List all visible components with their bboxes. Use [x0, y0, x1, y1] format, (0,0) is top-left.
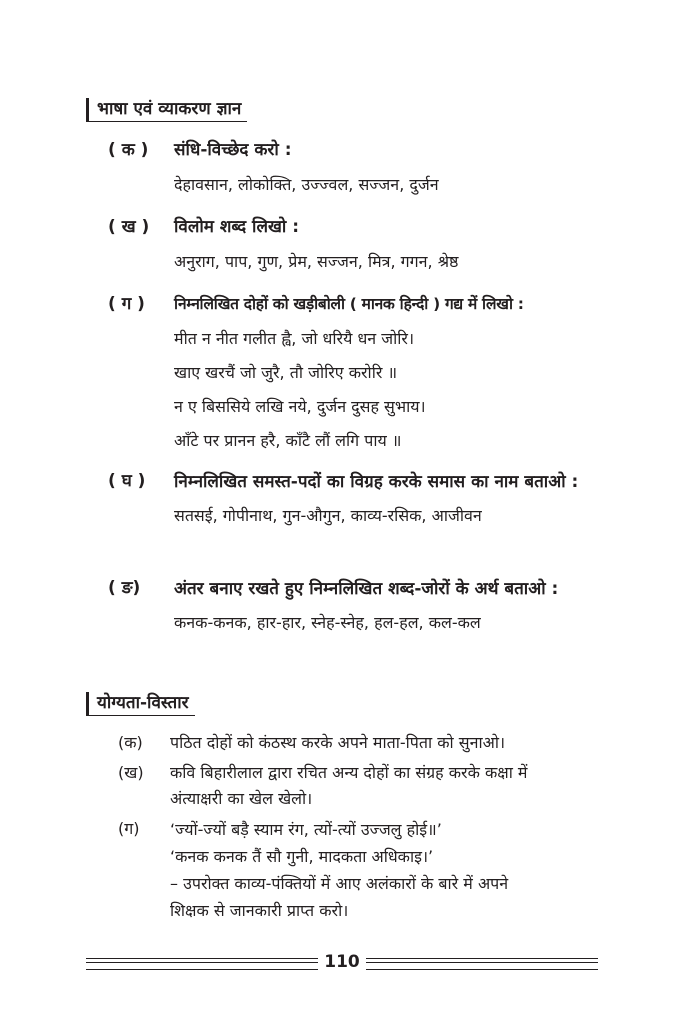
extension-item-kha: [118, 760, 618, 812]
item-line: अंत्याक्षरी का खेल खेलो।: [170, 789, 313, 808]
question-line: देहावसान, लोकोक्ति, उज्ज्वल, सज्जन, दुर्जन: [174, 175, 439, 194]
item-label: (क): [118, 733, 143, 752]
couplet-line: मीत न नीत गलीत ह्वै, जो धरियै धन जोरि।: [174, 329, 415, 348]
extension-item-ga: [118, 816, 618, 924]
question-title: अंतर बनाए रखते हुए निम्नलिखित शब्द-जोरों के अर्थ बताओ :: [174, 579, 559, 599]
section-heading-extension: योग्यता-विस्तार: [86, 692, 195, 716]
question-nga: [108, 574, 608, 637]
question-ga: [108, 290, 608, 458]
item-line: शिक्षक से जानकारी प्राप्त करो।: [170, 901, 349, 920]
item-line: – उपरोक्त काव्य-पंक्तियों में आए अलंकारों के बारे में अपने: [170, 874, 509, 893]
couplet-line: न ए बिससिये लखि नये, दुर्जन दुसह सुभाय।: [174, 397, 426, 416]
question-line: अनुराग, पाप, गुण, प्रेम, सज्जन, मित्र, गगन, श्रेष्ठ: [174, 252, 459, 271]
question-title: संधि-विच्छेद करो :: [174, 140, 292, 160]
page-number: 110: [324, 952, 360, 972]
footer-rule-left: [86, 958, 318, 970]
question-line: कनक-कनक, हार-हार, स्नेह-स्नेह, हल-हल, कल-कल: [174, 613, 481, 632]
question-label: ( घ ): [108, 471, 146, 491]
couplet-line: खाए खरचैं जो जुरै, तौ जोरिए करोरि ॥: [174, 363, 398, 382]
question-label: ( ग ): [108, 294, 145, 314]
item-line: ‘कनक कनक तैं सौ गुनी, मादकता अधिकाइ।’: [170, 847, 434, 866]
question-label: ( क ): [108, 140, 149, 160]
item-line: पठित दोहों को कंठस्थ करके अपने माता-पिता को सुनाओ।: [170, 733, 506, 752]
item-line: ‘ज्यों-ज्यों बड़ै स्याम रंग, त्यों-त्यों उज्जलु होई॥’: [170, 820, 442, 839]
item-label: (ख): [118, 763, 144, 782]
couplet-line: आँटे पर प्रानन हरै, काँटै लौं लगि पाय ॥: [174, 431, 402, 450]
section-heading-grammar: भाषा एवं व्याकरण ज्ञान: [86, 98, 247, 122]
question-kha: [108, 213, 608, 276]
question-label: ( ख ): [108, 217, 150, 237]
footer-rule-right: [366, 958, 598, 970]
question-ka: [108, 136, 608, 199]
question-gha: [108, 467, 608, 530]
extension-item-ka: [118, 730, 618, 756]
question-title: निम्नलिखित समस्त-पदों का विग्रह करके समास का नाम बताओ :: [174, 472, 579, 492]
question-title: निम्नलिखित दोहों को खड़ीबोली ( मानक हिन्दी ) गद्य में लिखो :: [174, 295, 524, 313]
question-line: सतसई, गोपीनाथ, गुन-औगुन, काव्य-रसिक, आजीवन: [174, 506, 482, 525]
item-label: (ग): [118, 819, 140, 838]
question-label: ( ङ): [108, 578, 141, 598]
item-line: कवि बिहारीलाल द्वारा रचित अन्य दोहों का संग्रह करके कक्षा में: [170, 763, 528, 782]
question-title: विलोम शब्द लिखो :: [174, 217, 299, 237]
